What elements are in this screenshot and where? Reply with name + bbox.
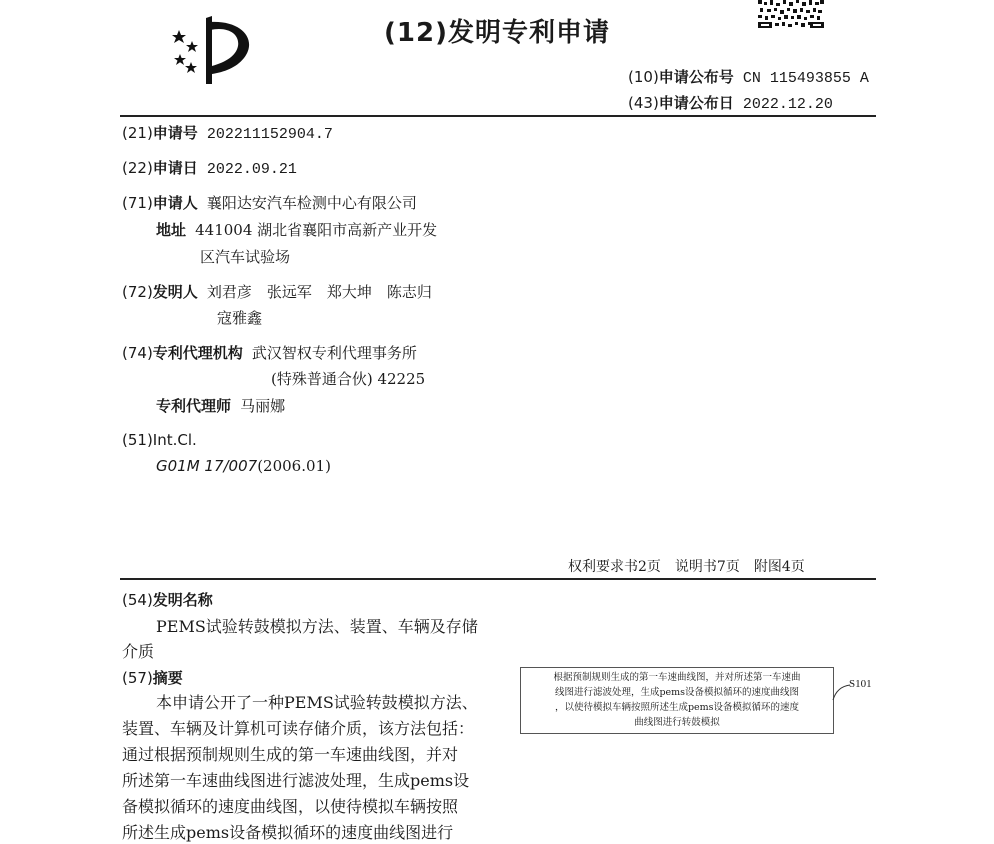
abstract-divider <box>120 578 876 580</box>
int-cl-class: G01M 17/007 <box>156 457 258 475</box>
abstract-line-4: 所述第一车速曲线图进行滤波处理，生成pems设 <box>122 771 470 790</box>
pub-date-label: 申请公布日 <box>658 94 734 112</box>
applicant-label: 申请人 <box>152 194 198 212</box>
int-cl-code: (51) <box>122 431 153 449</box>
invention-title-line-1: PEMS试验转鼓模拟方法、装置、车辆及存储 <box>156 617 478 636</box>
applicant-row <box>122 192 417 213</box>
pub-date-value: 2022.12.20 <box>742 96 833 113</box>
int-cl-year: (2006.01) <box>257 457 331 475</box>
abstract-heading <box>122 667 183 688</box>
flowchart-step-line-1: 根据预制规则生成的第一车速曲线图，并对所述第一车速曲 <box>553 672 801 683</box>
int-cl-label: Int.Cl. <box>152 431 197 449</box>
address-label: 地址 <box>156 221 187 239</box>
inventors-line-1: 刘君彦 张远军 郑大坤 陈志归 <box>206 283 432 301</box>
pub-number-row <box>628 66 869 87</box>
agency-label: 专利代理机构 <box>152 344 243 362</box>
applicant-code: (71) <box>122 194 153 212</box>
application-number-value: 202211152904.7 <box>206 126 333 143</box>
pub-number-value: CN 115493855 A <box>742 70 869 87</box>
int-cl-class-row <box>156 456 331 475</box>
agent-label: 专利代理师 <box>156 397 232 415</box>
invention-title-heading <box>122 589 213 610</box>
int-cl-row <box>122 430 197 449</box>
qr-code-icon <box>758 0 824 28</box>
address-line-2: 区汽车试验场 <box>200 248 291 266</box>
application-date-code: (22) <box>122 159 153 177</box>
agency-line-1: 武汉智权专利代理事务所 <box>251 344 417 362</box>
flowchart-step-line-2: 线图进行滤波处理，生成pems设备模拟循环的速度曲线图 <box>554 687 800 698</box>
invention-title-line-2: 介质 <box>122 642 155 661</box>
agency-code: (74) <box>122 344 153 362</box>
inventors-code: (72) <box>122 283 153 301</box>
agent-row <box>156 395 285 416</box>
invention-title-label: 发明名称 <box>152 591 213 609</box>
address-line-1: 441004 湖北省襄阳市高新产业开发 <box>195 221 438 239</box>
pub-date-row <box>628 92 833 113</box>
abstract-line-2: 装置、车辆及计算机可读存储介质，该方法包括： <box>122 719 475 738</box>
agency-line-2: (特殊普通合伙) 42225 <box>271 370 426 388</box>
abstract-line-3: 通过根据预制规则生成的第一车速曲线图，并对 <box>122 745 459 764</box>
abstract-line-5: 备模拟循环的速度曲线图，以使待模拟车辆按照 <box>122 797 459 816</box>
application-number-row <box>122 122 333 143</box>
inventors-label: 发明人 <box>152 283 198 301</box>
application-number-code: (21) <box>122 124 153 142</box>
page-counts: 权利要求书2页 说明书7页 附图4页 <box>568 559 805 575</box>
inventors-row <box>122 281 432 302</box>
applicant-value: 襄阳达安汽车检测中心有限公司 <box>206 194 417 212</box>
flowchart-step-box <box>520 667 834 734</box>
abstract-label: 摘要 <box>152 669 183 687</box>
agency-row <box>122 342 417 363</box>
abstract-code: (57) <box>122 669 153 687</box>
header-divider <box>120 115 876 117</box>
pub-date-code: (43) <box>628 94 659 112</box>
pub-number-code: (10) <box>628 68 659 86</box>
pub-number-label: 申请公布号 <box>658 68 734 86</box>
application-number-label: 申请号 <box>152 124 198 142</box>
page-title: (12)发明专利申请 <box>384 18 610 48</box>
flowchart-step-line-4: 曲线图进行转鼓模拟 <box>634 717 720 728</box>
application-date-row <box>122 157 297 178</box>
abstract-line-6: 所述生成pems设备模拟循环的速度曲线图进行 <box>122 823 454 842</box>
address-row <box>156 219 437 240</box>
agent-value: 马丽娜 <box>240 397 286 415</box>
invention-title-code: (54) <box>122 591 153 609</box>
flowchart-step-label: S101 <box>849 678 872 690</box>
abstract-line-1: 本申请公开了一种PEMS试验转鼓模拟方法、 <box>156 693 478 712</box>
inventors-line-2: 寇雅鑫 <box>217 309 263 327</box>
flowchart-step-line-3: ，以使待模拟车辆按照所述生成pems设备模拟循环的速度 <box>554 702 800 713</box>
application-date-value: 2022.09.21 <box>206 161 297 178</box>
application-date-label: 申请日 <box>152 159 198 177</box>
